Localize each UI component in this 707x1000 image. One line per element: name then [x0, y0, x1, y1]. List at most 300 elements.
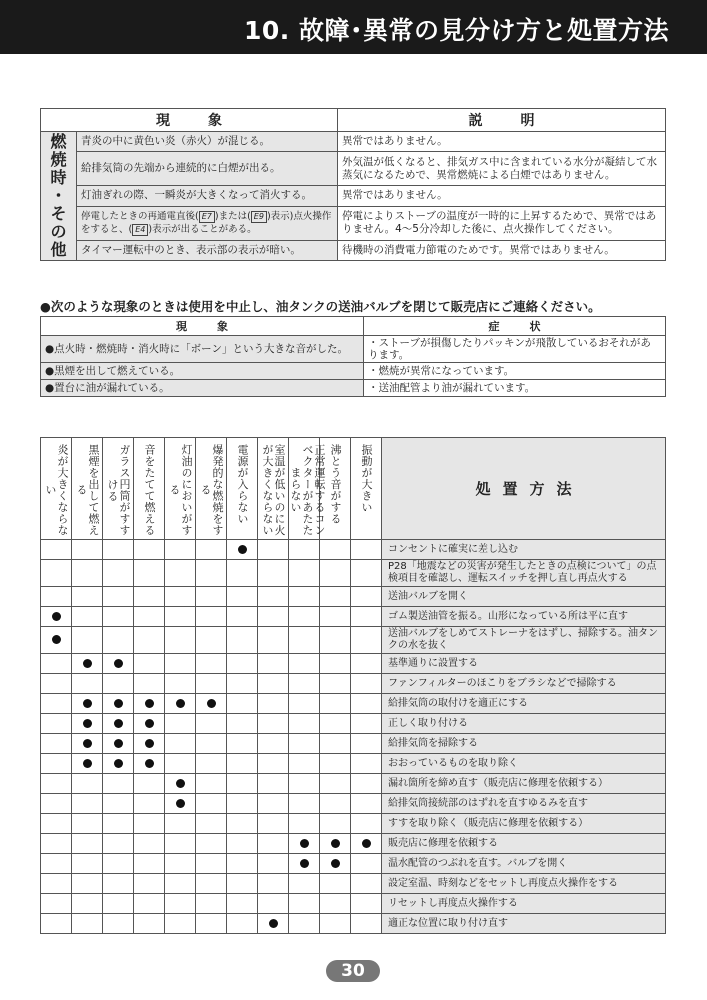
mark-cell [165, 734, 196, 754]
mark-cell [289, 694, 320, 714]
mark-cell [320, 794, 351, 814]
mark-cell [320, 874, 351, 894]
remedy-cell: P28「地震などの災害が発生したときの点検について」の点検項目を確認し、運転スイッチを押し直し再点火する [382, 560, 666, 587]
mark-dot-icon [145, 739, 154, 748]
table-row [41, 206, 666, 240]
mark-cell [165, 894, 196, 914]
remedy-cell: 送油バルブをしめてストレーナをはずし、掃除する。油タンクの水を抜く [382, 627, 666, 654]
mark-cell [134, 794, 165, 814]
mark-cell [320, 834, 351, 854]
mark-cell [103, 694, 134, 714]
mark-cell [196, 607, 227, 627]
symptom-header-text: 音をたてて燃える [143, 444, 156, 536]
symptom-header [196, 438, 227, 540]
mark-cell [320, 540, 351, 560]
mark-cell [351, 607, 382, 627]
mark-cell [134, 894, 165, 914]
table-row [41, 587, 666, 607]
mark-cell [134, 854, 165, 874]
explanation-cell: 外気温が低くなると、排気ガス中に含まれている水分が凝結して水蒸気になるためで、異常燃焼による白煙ではありません。 [338, 152, 666, 186]
mark-cell [289, 894, 320, 914]
explanation-cell: 異常ではありません。 [338, 132, 666, 152]
mark-cell [103, 754, 134, 774]
mark-cell [320, 894, 351, 914]
mark-cell [258, 774, 289, 794]
mark-cell [41, 587, 72, 607]
mark-cell [165, 794, 196, 814]
mark-cell [165, 914, 196, 934]
table-row [41, 694, 666, 714]
remedy-cell: 温水配管のつぶれを直す。バルブを開く [382, 854, 666, 874]
mark-cell [41, 607, 72, 627]
table-row [41, 814, 666, 834]
remedy-cell: 送油バルブを開く [382, 587, 666, 607]
category-char: 他 [50, 240, 67, 259]
mark-cell [258, 560, 289, 587]
mark-cell [258, 587, 289, 607]
mark-cell [134, 914, 165, 934]
mark-cell [351, 560, 382, 587]
symptom-header-text: 黒煙を出して燃える [75, 444, 100, 536]
mark-cell [134, 774, 165, 794]
phenomenon-cell: 灯油ぎれの際、一瞬炎が大きくなって消火する。 [77, 186, 338, 206]
mark-cell [227, 714, 258, 734]
mark-cell [351, 894, 382, 914]
mark-cell [103, 834, 134, 854]
mark-cell [320, 734, 351, 754]
error-code-e9: E9 [251, 211, 267, 223]
mark-cell [134, 734, 165, 754]
mark-cell [258, 654, 289, 674]
category-char: そ [50, 204, 67, 223]
mark-cell [351, 914, 382, 934]
mark-cell [196, 754, 227, 774]
mark-cell [289, 754, 320, 774]
mark-cell [351, 540, 382, 560]
mark-cell [41, 834, 72, 854]
mark-dot-icon [83, 719, 92, 728]
mark-cell [41, 560, 72, 587]
mark-cell [196, 734, 227, 754]
mark-dot-icon [145, 699, 154, 708]
table-row [41, 834, 666, 854]
mark-cell [134, 654, 165, 674]
remedy-cell: 給排気筒を掃除する [382, 734, 666, 754]
mark-cell [72, 587, 103, 607]
phenomenon-cell: 青炎の中に黄色い炎（赤火）が混じる。 [77, 132, 338, 152]
mark-cell [196, 774, 227, 794]
mark-cell [72, 874, 103, 894]
mark-cell [72, 560, 103, 587]
mark-cell [351, 694, 382, 714]
mark-cell [72, 714, 103, 734]
mark-cell [41, 714, 72, 734]
phenomenon-cell [77, 206, 338, 240]
mark-cell [227, 674, 258, 694]
mark-cell [72, 894, 103, 914]
mark-cell [41, 774, 72, 794]
mark-cell [258, 894, 289, 914]
explanation-cell: 異常ではありません。 [338, 186, 666, 206]
table-row [41, 363, 666, 380]
mark-cell [320, 914, 351, 934]
mark-cell [289, 587, 320, 607]
abnormal-phenomena-table [40, 316, 666, 397]
mark-cell [227, 560, 258, 587]
normal-phenomena-table [40, 108, 666, 261]
remedy-cell: 設定室温、時刻などをセットし再度点火操作をする [382, 874, 666, 894]
page-header [0, 0, 707, 54]
symptom-header-text: 沸とう音がする [329, 444, 342, 525]
mark-cell [227, 654, 258, 674]
mark-cell [258, 674, 289, 694]
mark-cell [289, 540, 320, 560]
mark-dot-icon [300, 859, 309, 868]
mark-cell [351, 754, 382, 774]
mark-cell [289, 654, 320, 674]
remedy-cell: ゴム製送油管を振る。山形になっている所は平に直す [382, 607, 666, 627]
mark-cell [227, 894, 258, 914]
mark-cell [258, 607, 289, 627]
mark-cell [227, 774, 258, 794]
mark-dot-icon [83, 739, 92, 748]
category-char: 焼 [50, 150, 67, 169]
mark-cell [134, 694, 165, 714]
mark-cell [41, 914, 72, 934]
phenomenon-text: )または( [214, 211, 251, 223]
mark-dot-icon [145, 719, 154, 728]
mark-cell [320, 854, 351, 874]
mark-cell [103, 814, 134, 834]
mark-cell [227, 914, 258, 934]
mark-cell [165, 587, 196, 607]
symptom-header-text: 室温が低いのに火が大きくならない [261, 444, 286, 536]
mark-cell [103, 587, 134, 607]
mark-cell [320, 654, 351, 674]
mark-cell [134, 627, 165, 654]
category-char: 燃 [50, 132, 67, 151]
mark-cell [258, 794, 289, 814]
mark-cell [196, 794, 227, 814]
table-header-row [41, 109, 666, 132]
symptom-header-text: ガラス円筒がすすける [106, 444, 131, 536]
table-row [41, 607, 666, 627]
table-row [41, 714, 666, 734]
mark-cell [103, 654, 134, 674]
category-char: ･ [54, 186, 63, 205]
mark-cell [103, 674, 134, 694]
mark-cell [72, 774, 103, 794]
mark-cell [165, 774, 196, 794]
mark-cell [134, 587, 165, 607]
mark-cell [351, 854, 382, 874]
mark-dot-icon [331, 859, 340, 868]
table-row [41, 152, 666, 186]
mark-cell [320, 814, 351, 834]
remedy-cell: すすを取り除く（販売店に修理を依頼する） [382, 814, 666, 834]
matrix-header-row [41, 438, 666, 540]
symptom-header-text: 電源が入らない [236, 444, 249, 525]
mark-cell [165, 854, 196, 874]
mark-cell [165, 627, 196, 654]
remedy-cell: おおっているものを取り除く [382, 754, 666, 774]
table-row [41, 336, 666, 363]
mark-cell [320, 560, 351, 587]
mark-cell [134, 754, 165, 774]
mark-cell [289, 794, 320, 814]
mark-cell [196, 834, 227, 854]
remedy-cell: 基準通りに設置する [382, 654, 666, 674]
mark-dot-icon [176, 779, 185, 788]
table-row [41, 186, 666, 206]
mark-cell [289, 627, 320, 654]
mark-cell [165, 654, 196, 674]
symptom-header [289, 438, 326, 540]
mark-cell [258, 714, 289, 734]
mark-cell [72, 694, 103, 714]
symptom-header-text: 爆発的な燃焼をする [199, 444, 224, 536]
symptom-header [227, 438, 258, 540]
phenomenon-cell: ●点火時・燃焼時・消火時に「ボーン」という大きな音がした。 [41, 336, 364, 363]
column-header-symptom: 症状 [364, 317, 666, 336]
mark-cell [196, 914, 227, 934]
remedy-cell: 給排気筒接続部のはずれを直すゆるみを直す [382, 794, 666, 814]
symptom-header [72, 438, 103, 540]
symptom-cell: ・ストーブが損傷したりパッキンが飛散しているおそれがあります。 [364, 336, 666, 363]
category-char: 時 [50, 168, 67, 187]
mark-cell [351, 774, 382, 794]
mark-dot-icon [114, 659, 123, 668]
table-row [41, 874, 666, 894]
table-row [41, 754, 666, 774]
category-cell [41, 132, 77, 261]
mark-cell [258, 694, 289, 714]
mark-cell [351, 874, 382, 894]
mark-dot-icon [176, 699, 185, 708]
mark-cell [165, 607, 196, 627]
mark-dot-icon [269, 919, 278, 928]
mark-dot-icon [114, 699, 123, 708]
mark-dot-icon [83, 759, 92, 768]
mark-cell [258, 754, 289, 774]
mark-dot-icon [145, 759, 154, 768]
mark-cell [258, 874, 289, 894]
symptom-header-text: 灯油のにおいがする [168, 444, 193, 536]
mark-cell [165, 754, 196, 774]
mark-cell [72, 914, 103, 934]
table-row [41, 560, 666, 587]
mark-cell [196, 894, 227, 914]
mark-cell [351, 814, 382, 834]
table-row [41, 854, 666, 874]
mark-cell [258, 540, 289, 560]
mark-cell [351, 627, 382, 654]
mark-cell [103, 607, 134, 627]
mark-cell [196, 874, 227, 894]
mark-cell [351, 654, 382, 674]
symptom-cell: ・送油配管より油が漏れています。 [364, 380, 666, 397]
mark-dot-icon [362, 839, 371, 848]
mark-cell [289, 814, 320, 834]
page-title: 10. 故障･異常の見分け方と処置方法 [244, 16, 669, 45]
mark-cell [258, 854, 289, 874]
table-row [41, 774, 666, 794]
mark-cell [103, 894, 134, 914]
mark-cell [103, 854, 134, 874]
mark-cell [72, 540, 103, 560]
mark-dot-icon [238, 545, 247, 554]
table-row [41, 794, 666, 814]
mark-cell [320, 754, 351, 774]
mark-cell [41, 794, 72, 814]
mark-cell [227, 874, 258, 894]
symptom-header [41, 438, 72, 540]
table-row [41, 914, 666, 934]
mark-cell [72, 607, 103, 627]
mark-cell [41, 654, 72, 674]
mark-cell [196, 714, 227, 734]
mark-cell [165, 814, 196, 834]
mark-cell [134, 874, 165, 894]
remedy-cell: 給排気筒の取付けを適正にする [382, 694, 666, 714]
mark-dot-icon [114, 759, 123, 768]
mark-cell [134, 607, 165, 627]
mark-cell [41, 894, 72, 914]
mark-cell [134, 714, 165, 734]
remedy-cell: ファンフィルターのほこりをブラシなどで掃除する [382, 674, 666, 694]
phenomenon-text: )表示)点火操作をすると、( [81, 211, 332, 236]
phenomenon-text: 停電したときの再通電直後( [81, 211, 199, 223]
symptom-header [134, 438, 165, 540]
column-header-explanation: 説明 [338, 109, 666, 132]
mark-cell [258, 627, 289, 654]
mark-cell [258, 834, 289, 854]
mark-cell [196, 854, 227, 874]
mark-cell [72, 834, 103, 854]
mark-cell [72, 854, 103, 874]
mark-cell [351, 834, 382, 854]
table-row [41, 627, 666, 654]
mark-cell [165, 540, 196, 560]
mark-cell [351, 794, 382, 814]
mark-cell [227, 814, 258, 834]
mark-cell [72, 754, 103, 774]
mark-cell [41, 854, 72, 874]
mark-cell [103, 794, 134, 814]
explanation-cell: 待機時の消費電力節電のためです。異常ではありません。 [338, 240, 666, 260]
mark-cell [165, 834, 196, 854]
symptom-cell: ・燃焼が異常になっています。 [364, 363, 666, 380]
phenomenon-cell: ●置台に油が漏れている。 [41, 380, 364, 397]
explanation-cell: 停電によりストーブの温度が一時的に上昇するためで、異常ではありません。4〜5分冷却した後に、点火操作してください。 [338, 206, 666, 240]
mark-cell [134, 674, 165, 694]
stop-use-notice: ●次のような現象のときは使用を中止し、油タンクの送油バルブを閉じて販売店にご連絡ください。 [40, 299, 601, 314]
mark-cell [41, 734, 72, 754]
mark-cell [41, 694, 72, 714]
column-header-phenomenon: 現象 [41, 109, 338, 132]
mark-cell [320, 587, 351, 607]
mark-cell [72, 654, 103, 674]
mark-dot-icon [52, 635, 61, 644]
mark-dot-icon [300, 839, 309, 848]
mark-cell [258, 814, 289, 834]
mark-cell [196, 814, 227, 834]
mark-cell [72, 734, 103, 754]
mark-cell [196, 654, 227, 674]
mark-cell [103, 774, 134, 794]
mark-cell [227, 587, 258, 607]
remedy-cell: 正しく取り付ける [382, 714, 666, 734]
table-row [41, 540, 666, 560]
mark-cell [165, 560, 196, 587]
remedy-cell: 漏れ箇所を締め直す（販売店に修理を依頼する） [382, 774, 666, 794]
mark-cell [165, 874, 196, 894]
mark-cell [196, 627, 227, 654]
mark-cell [103, 560, 134, 587]
symptom-header [165, 438, 196, 540]
mark-cell [134, 540, 165, 560]
mark-cell [227, 734, 258, 754]
mark-cell [289, 560, 320, 587]
mark-cell [72, 674, 103, 694]
mark-cell [320, 694, 351, 714]
mark-dot-icon [176, 799, 185, 808]
mark-cell [227, 794, 258, 814]
remedy-cell: 販売店に修理を依頼する [382, 834, 666, 854]
mark-dot-icon [114, 719, 123, 728]
phenomenon-text: )表示が出ることがある。 [148, 224, 257, 236]
phenomenon-cell: ●黒煙を出して燃えている。 [41, 363, 364, 380]
mark-cell [289, 834, 320, 854]
mark-cell [289, 914, 320, 934]
mark-cell [351, 714, 382, 734]
mark-cell [289, 734, 320, 754]
mark-cell [289, 674, 320, 694]
mark-cell [103, 734, 134, 754]
mark-cell [134, 560, 165, 587]
mark-cell [289, 607, 320, 627]
symptom-header [258, 438, 289, 540]
mark-cell [351, 734, 382, 754]
mark-cell [227, 540, 258, 560]
mark-cell [72, 794, 103, 814]
symptom-header-text: 振動が大きい [360, 444, 373, 513]
mark-dot-icon [83, 659, 92, 668]
mark-dot-icon [114, 739, 123, 748]
mark-cell [289, 874, 320, 894]
page-number: 30 [326, 960, 380, 982]
symptom-header [103, 438, 134, 540]
table-row [41, 240, 666, 260]
phenomenon-cell: 給排気筒の先端から連続的に白煙が出る。 [77, 152, 338, 186]
mark-cell [289, 774, 320, 794]
error-code-e4: E4 [132, 224, 148, 236]
mark-cell [258, 914, 289, 934]
table-row [41, 380, 666, 397]
mark-dot-icon [52, 612, 61, 621]
mark-cell [103, 874, 134, 894]
mark-dot-icon [83, 699, 92, 708]
remedy-column-title: 処置方法 [382, 438, 666, 540]
mark-cell [41, 874, 72, 894]
column-header-phenomenon: 現象 [41, 317, 364, 336]
mark-cell [134, 814, 165, 834]
mark-cell [165, 694, 196, 714]
mark-cell [227, 834, 258, 854]
table-row [41, 734, 666, 754]
mark-cell [196, 540, 227, 560]
mark-cell [134, 834, 165, 854]
